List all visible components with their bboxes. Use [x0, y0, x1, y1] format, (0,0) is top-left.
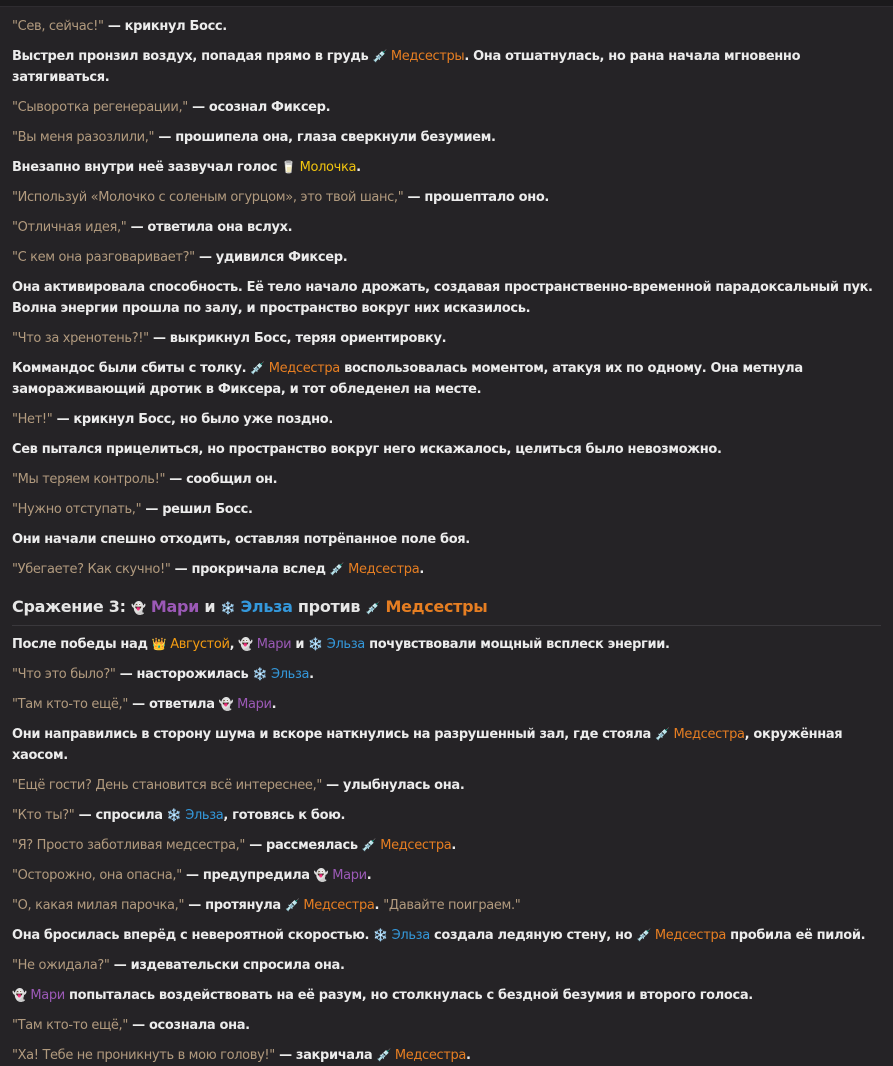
narration-text: Выстрел пронзил воздух, попадая прямо в грудь	[12, 49, 373, 64]
dialogue-quote: "Там кто-то ещё,"	[12, 697, 128, 712]
character-emoji-icon: 👻	[313, 868, 329, 882]
character-name-mari: Мари	[145, 597, 200, 616]
narration-text: .	[271, 697, 277, 712]
narration-text: — протянула	[184, 898, 285, 913]
story-paragraph	[12, 247, 881, 268]
story-paragraph	[12, 634, 881, 655]
dialogue-quote: "Кто ты?"	[12, 808, 75, 823]
narration-text: .	[466, 1048, 471, 1063]
dialogue-quote: "Нет!"	[12, 412, 53, 427]
narration-text: — улыбнулась она.	[322, 778, 465, 793]
character-name-mari: Мари	[328, 868, 367, 883]
narration-text: и	[291, 637, 309, 652]
dialogue-quote: "Ха! Тебе не проникнуть в мою голову!"	[12, 1048, 275, 1063]
character-name-elsa: Эльза	[267, 667, 310, 682]
story-paragraph	[12, 925, 881, 946]
character-emoji-icon: ❄️	[308, 637, 323, 651]
dialogue-quote: "Отличная идея,"	[12, 220, 127, 235]
story-paragraph	[12, 985, 881, 1006]
dialogue-quote: "С кем она разговаривает?"	[12, 250, 195, 265]
narration-text: — рассмеялась	[245, 838, 362, 853]
character-emoji-icon: 👻	[12, 988, 27, 1002]
character-emoji-icon: 💉	[329, 562, 345, 576]
story-paragraph	[12, 328, 881, 349]
character-name-elsa: Эльза	[387, 928, 430, 943]
narration-text: — ответила	[127, 697, 219, 712]
narration-text: .	[309, 667, 314, 682]
narration-text: — прошептало оно.	[403, 190, 550, 205]
character-name-nurse: Медсестра	[669, 727, 745, 742]
narration-text: Она активировала способность. Её тело начало дрожать, создавая пространственно-временной парадоксальный пук. Волна энергии прошла по залу, и пространство вокруг них исказилось.	[12, 280, 873, 316]
narration-text: Коммандос были сбиты с толку.	[12, 361, 251, 376]
story-paragraph	[12, 529, 881, 550]
story-paragraph	[12, 694, 881, 715]
character-emoji-icon: 👻	[218, 697, 234, 711]
narration-text: создала ледяную стену, но	[429, 928, 637, 943]
character-name-milk: Молочка	[295, 160, 357, 175]
narration-text: .	[356, 160, 361, 175]
narration-text: .	[366, 868, 372, 883]
dialogue-quote: "Вы меня разозлили,"	[12, 130, 155, 145]
story-paragraph	[12, 97, 881, 118]
story-paragraph	[12, 217, 881, 238]
story-paragraph	[12, 895, 881, 916]
dialogue-quote: "Нужно отступать,"	[12, 502, 142, 517]
story-paragraph	[12, 187, 881, 208]
story-paragraph	[12, 955, 881, 976]
narration-text: Они направились в сторону шума и вскоре наткнулись на разрушенный зал, где стояла	[12, 727, 656, 742]
story-paragraph	[12, 775, 881, 796]
narration-text: , готовясь к бою.	[223, 808, 346, 823]
narration-text: — предупредила	[181, 868, 314, 883]
character-name-elsa: Эльза	[181, 808, 224, 823]
dialogue-quote: "Ещё гости? День становится всё интереснее,"	[12, 778, 322, 793]
character-emoji-icon: 💉	[655, 727, 670, 741]
story-text	[0, 7, 893, 1066]
character-name-elsa: Эльза	[235, 597, 293, 616]
narration-text: — издевательски спросила она.	[109, 958, 345, 973]
narration-text: — прошипела она, глаза сверкнули безумием.	[154, 130, 496, 145]
narration-text: Сев пытался прицелиться, но пространство вокруг него искажалось, целиться было невозможно.	[12, 442, 722, 457]
character-name-augusta: Августой	[166, 637, 230, 652]
dialogue-quote: "О, какая милая парочка,"	[12, 898, 185, 913]
narration-text: — спросила	[74, 808, 167, 823]
dialogue-quote: "Я? Просто заботливая медсестра,"	[12, 838, 246, 853]
dialogue-quote: "Сев, сейчас!"	[12, 19, 104, 34]
character-emoji-icon: ❄️	[252, 667, 268, 681]
section-heading	[12, 596, 881, 626]
narration-text: .	[419, 562, 424, 577]
character-emoji-icon: 💉	[284, 898, 300, 912]
story-paragraph	[12, 157, 881, 178]
dialogue-quote: "Давайте поиграем."	[383, 898, 521, 913]
narration-text: — крикнул Босс, но было уже поздно.	[52, 412, 333, 427]
top-toolbar	[0, 0, 893, 7]
character-emoji-icon: 👻	[130, 601, 146, 615]
story-paragraph	[12, 805, 881, 826]
narration-text: .	[451, 838, 456, 853]
story-paragraph	[12, 469, 881, 490]
character-name-nurse: Медсестра	[391, 1048, 467, 1063]
narration-text: . Она отшатнулась, но рана начала мгновенно затягиваться.	[12, 49, 801, 85]
character-emoji-icon: 💉	[372, 49, 388, 63]
dialogue-quote: "Осторожно, она опасна,"	[12, 868, 182, 883]
dialogue-quote: "Убегаете? Как скучно!"	[12, 562, 171, 577]
character-emoji-icon: 👻	[238, 637, 253, 651]
dialogue-quote: "Что это было?"	[12, 667, 116, 682]
character-name-nurse: Медсестра	[376, 838, 452, 853]
character-name-mari: Мари	[252, 637, 292, 652]
narration-text: После победы над	[12, 637, 152, 652]
story-paragraph	[12, 1015, 881, 1036]
narration-text: Сражение 3:	[12, 597, 131, 616]
character-emoji-icon: 💉	[365, 601, 381, 615]
narration-text: воспользовалась моментом, атакуя их по одному. Она метнула замораживающий дротик в Фиксера, и тот обледенел на месте.	[12, 361, 803, 397]
narration-text: — прокричала вслед	[170, 562, 330, 577]
character-name-nurse: Медсестра	[265, 361, 340, 376]
narration-text: — решил Босс.	[141, 502, 253, 517]
character-emoji-icon: 🥛	[281, 160, 296, 174]
narration-text: — крикнул Босс.	[103, 19, 227, 34]
story-paragraph	[12, 1045, 881, 1066]
dialogue-quote: "Мы теряем контроль!"	[12, 472, 166, 487]
character-emoji-icon: 💉	[361, 838, 377, 852]
character-name-nurse: Медсестра	[651, 928, 726, 943]
narration-text: — закричала	[274, 1048, 377, 1063]
character-name-nurse: Медсестры	[387, 49, 465, 64]
character-emoji-icon: 💉	[376, 1048, 392, 1062]
character-emoji-icon: 👑	[151, 637, 167, 651]
narration-text: — удивился Фиксер.	[194, 250, 348, 265]
narration-text: Они начали спешно отходить, оставляя потрёпанное поле боя.	[12, 532, 470, 547]
character-emoji-icon: 💉	[250, 361, 265, 375]
character-name-nurse: Медсестры	[380, 597, 488, 616]
story-paragraph	[12, 46, 881, 88]
character-name-mari: Мари	[26, 988, 65, 1003]
narration-text: Внезапно внутри неё зазвучал голос	[12, 160, 282, 175]
story-paragraph	[12, 409, 881, 430]
story-paragraph	[12, 127, 881, 148]
dialogue-quote: "Не ожидала?"	[12, 958, 110, 973]
story-paragraph	[12, 559, 881, 580]
narration-text: , окружённая хаосом.	[12, 727, 843, 763]
character-name-elsa: Эльза	[322, 637, 365, 652]
story-paragraph	[12, 439, 881, 460]
narration-text: — осознала она.	[127, 1018, 250, 1033]
character-name-nurse: Медсестра	[344, 562, 420, 577]
character-emoji-icon: ❄️	[220, 601, 236, 615]
story-paragraph	[12, 499, 881, 520]
narration-text: попыталась воздействовать на её разум, но столкнулась с бездной безумия и второго голоса.	[64, 988, 753, 1003]
story-paragraph	[12, 835, 881, 856]
dialogue-quote: "Там кто-то ещё,"	[12, 1018, 128, 1033]
narration-text: — насторожилась	[115, 667, 253, 682]
story-paragraph	[12, 16, 881, 37]
narration-text: — осознал Фиксер.	[187, 100, 331, 115]
character-emoji-icon: 💉	[636, 928, 652, 942]
dialogue-quote: "Используй «Молочко с соленым огурцом», это твой шанс,"	[12, 190, 404, 205]
story-paragraph	[12, 358, 881, 400]
narration-text: .	[374, 898, 384, 913]
dialogue-quote: "Сыворотка регенерации,"	[12, 100, 188, 115]
story-paragraph	[12, 724, 881, 766]
character-emoji-icon: ❄️	[373, 928, 388, 942]
story-paragraph	[12, 664, 881, 685]
narration-text: и	[199, 597, 221, 616]
narration-text: почувствовали мощный всплеск энергии.	[364, 637, 670, 652]
story-paragraph	[12, 277, 881, 319]
character-name-mari: Мари	[233, 697, 272, 712]
story-paragraph	[12, 865, 881, 886]
narration-text: ,	[229, 637, 239, 652]
narration-text: — ответила она вслух.	[126, 220, 293, 235]
dialogue-quote: "Что за хренотень?!"	[12, 331, 149, 346]
character-emoji-icon: ❄️	[166, 808, 182, 822]
narration-text: — выкрикнул Босс, теряя ориентировку.	[148, 331, 447, 346]
narration-text: пробила её пилой.	[725, 928, 866, 943]
narration-text: Она бросилась вперёд с невероятной скоростью.	[12, 928, 374, 943]
narration-text: против	[292, 597, 366, 616]
character-name-nurse: Медсестра	[299, 898, 375, 913]
narration-text: — сообщил он.	[165, 472, 278, 487]
